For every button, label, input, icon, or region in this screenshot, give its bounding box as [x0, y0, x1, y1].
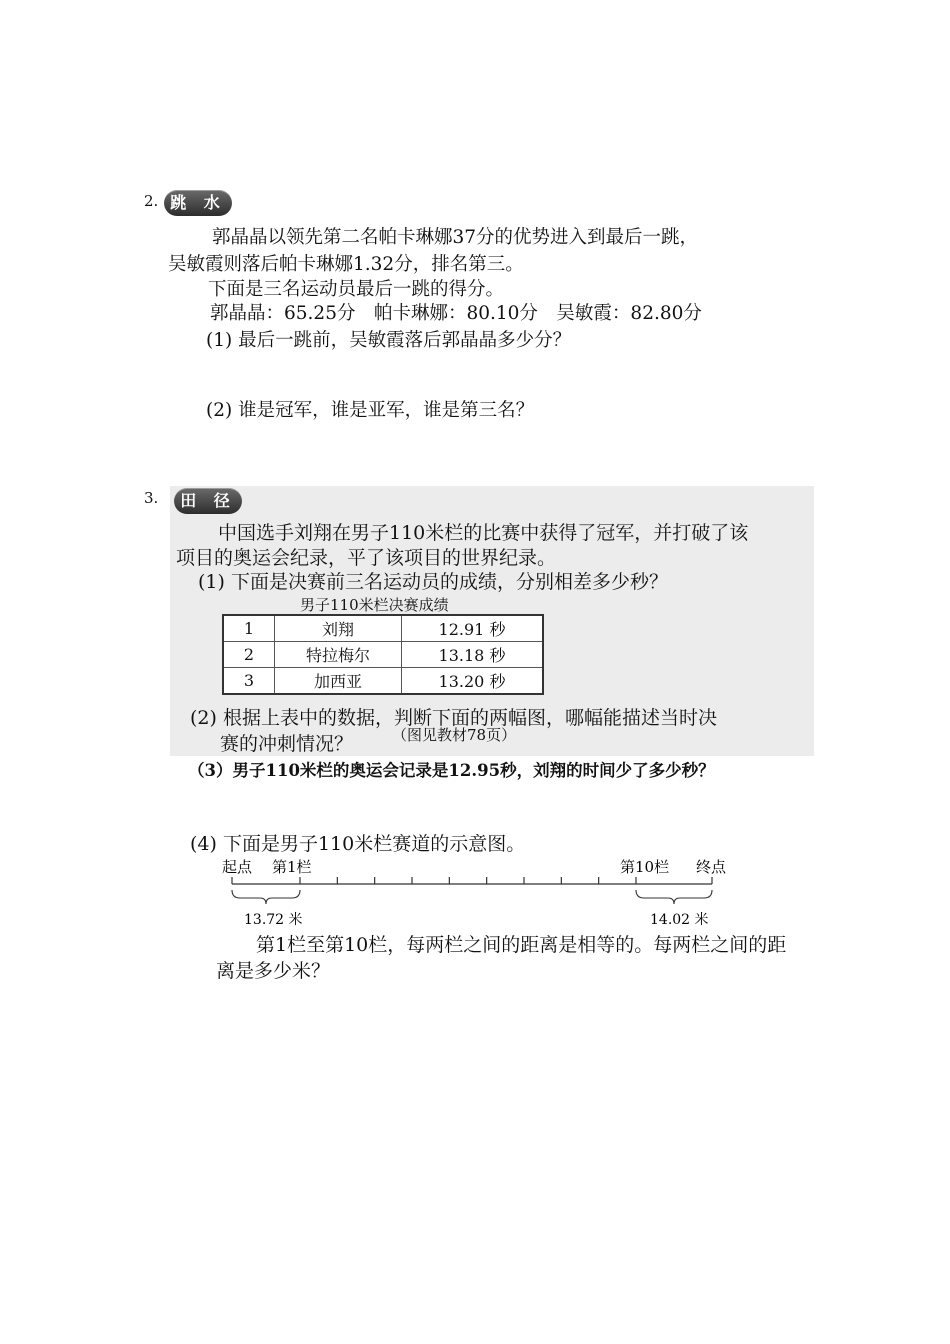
label-finish: 终点	[696, 858, 727, 876]
q3-sub-3: （3）男子110米栏的奥运会记录是12.95秒，刘翔的时间少了多少秒？	[188, 761, 715, 780]
rank-cell: 2	[223, 642, 275, 668]
q3-intro-2: 项目的奥运会纪录，平了该项目的世界纪录。	[176, 547, 557, 569]
q3-intro-1: 中国选手刘翔在男子110米栏的比赛中获得了冠军，并打破了该	[218, 522, 749, 544]
label-hurdle-10: 第10栏	[620, 858, 670, 876]
label-left-distance: 13.72 米	[244, 912, 303, 928]
rank-cell: 3	[223, 668, 275, 695]
badge-diving: 跳 水	[164, 190, 232, 216]
badge-track: 田 径	[174, 488, 242, 514]
athlete-cell: 加西亚	[275, 668, 402, 695]
athlete-cell: 刘翔	[275, 615, 402, 642]
label-right-distance: 14.02 米	[650, 912, 709, 928]
time-cell: 12.91 秒	[402, 615, 544, 642]
table-title: 男子110米栏决赛成绩	[300, 596, 449, 614]
q2-line-2: 吴敏霞则落后帕卡琳娜1.32分，排名第三。	[168, 254, 524, 275]
label-start: 起点	[222, 858, 253, 876]
rank-cell: 1	[223, 615, 275, 642]
question-number-2: 2.	[144, 192, 159, 210]
question-number-3: 3.	[144, 489, 159, 507]
q2-sub-1: (1) 最后一跳前，吴敏霞落后郭晶晶多少分？	[206, 330, 572, 351]
q3-sub-4: (4) 下面是男子110米栏赛道的示意图。	[190, 833, 526, 855]
q2-sub-2: (2) 谁是冠军，谁是亚军，谁是第三名？	[206, 400, 535, 421]
time-cell: 13.18 秒	[402, 642, 544, 668]
athlete-cell: 特拉梅尔	[275, 642, 402, 668]
left-distance-brace	[232, 890, 300, 904]
q3-sub-2-line-2: 赛的冲刺情况？	[220, 733, 354, 755]
label-hurdle-1: 第1栏	[272, 858, 312, 876]
q3-final-line-2: 离是多少米？	[216, 960, 331, 982]
q3-figure-note: （图见教材78页）	[392, 726, 517, 744]
q3-sub-2-line-1: (2) 根据上表中的数据，判断下面的两幅图，哪幅能描述当时决	[190, 707, 717, 729]
q2-scores: 郭晶晶：65.25分 帕卡琳娜：80.10分 吴敏霞：82.80分	[210, 303, 702, 324]
right-distance-brace	[636, 890, 712, 904]
q2-line-1: 郭晶晶以领先第二名帕卡琳娜37分的优势进入到最后一跳，	[212, 227, 699, 248]
time-cell: 13.20 秒	[402, 668, 544, 695]
q3-sub-1: (1) 下面是决赛前三名运动员的成绩，分别相差多少秒？	[198, 571, 668, 593]
q2-line-3: 下面是三名运动员最后一跳的得分。	[208, 279, 505, 300]
q3-final-line-1: 第1栏至第10栏，每两栏之间的距离是相等的。每两栏之间的距	[256, 934, 787, 956]
